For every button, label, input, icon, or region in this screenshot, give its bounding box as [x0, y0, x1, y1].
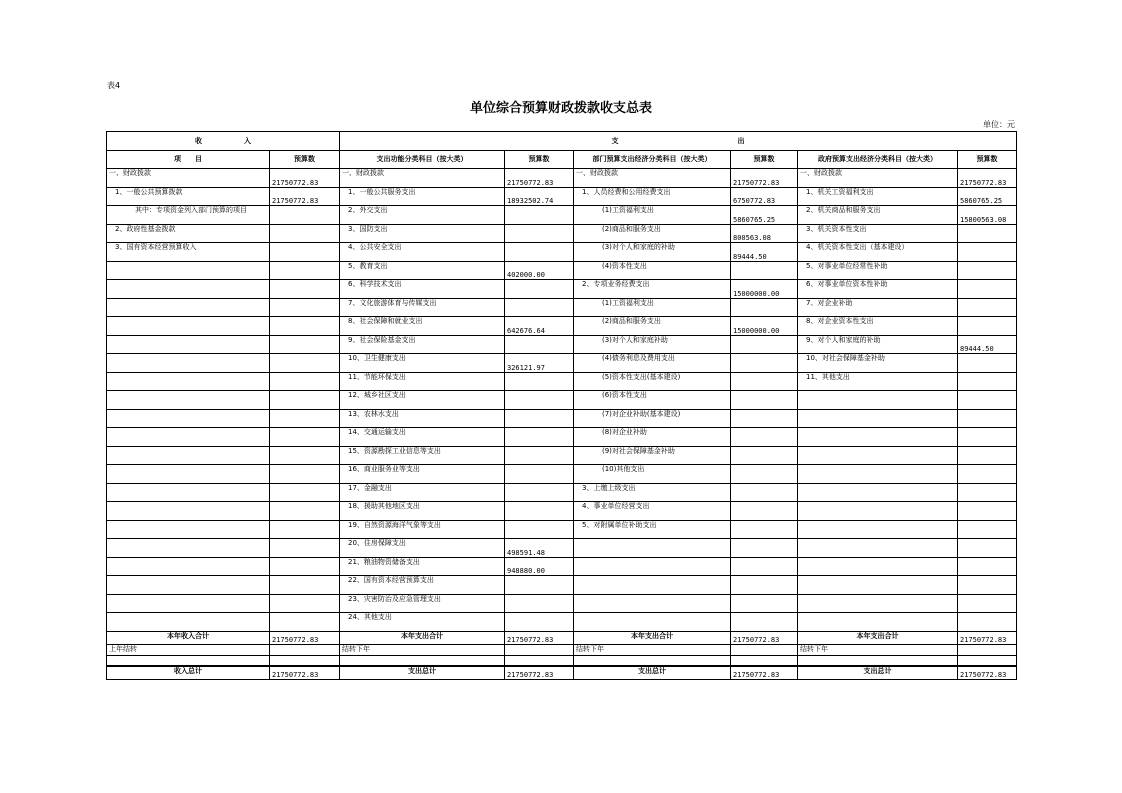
- item-label-cell: [107, 613, 270, 632]
- budget-amount-cell: [958, 298, 1017, 317]
- item-label-cell: (2)商品和服务支出: [574, 224, 731, 243]
- table-row: [107, 224, 1017, 243]
- item-label-cell: 3、机关资本性支出: [798, 224, 958, 243]
- table-row: [107, 539, 1017, 558]
- item-label-cell: 5、对附属单位补助支出: [574, 520, 731, 539]
- budget-amount-cell: 89444.50: [731, 243, 798, 262]
- budget-amount-cell: [270, 446, 340, 465]
- item-label-cell: 13、农林水支出: [340, 409, 505, 428]
- column-header: 部门预算支出经济分类科目（按大类）: [574, 150, 731, 169]
- item-label-cell: [107, 317, 270, 336]
- item-label-cell: 其中：专项资金列入部门预算的项目: [107, 206, 270, 225]
- item-label-cell: 1、人员经费和公用经费支出: [574, 187, 731, 206]
- budget-amount-cell: [731, 354, 798, 373]
- table-row: [107, 465, 1017, 484]
- budget-amount-cell: 21750772.83: [270, 187, 340, 206]
- budget-amount-cell: [505, 409, 574, 428]
- item-label-cell: [798, 613, 958, 632]
- item-label-cell: [798, 520, 958, 539]
- budget-amount-cell: [731, 502, 798, 521]
- item-label-cell: [574, 539, 731, 558]
- item-label-cell: [798, 594, 958, 613]
- expense-header: 支 出: [340, 132, 1017, 151]
- table-row: [107, 335, 1017, 354]
- budget-amount-cell: 21750772.83: [958, 631, 1017, 644]
- item-label-cell: 7、对企业补助: [798, 298, 958, 317]
- budget-amount-cell: [505, 335, 574, 354]
- budget-amount-cell: [270, 613, 340, 632]
- item-label-cell: 4、公共安全支出: [340, 243, 505, 262]
- item-label-cell: 24、其他支出: [340, 613, 505, 632]
- budget-amount-cell: [270, 391, 340, 410]
- item-label-cell: 本年支出合计: [798, 631, 958, 644]
- item-label-cell: 11、节能环保支出: [340, 372, 505, 391]
- item-label-cell: 结转下年: [798, 644, 958, 655]
- table-row: [107, 187, 1017, 206]
- header-group-row: [107, 132, 1017, 151]
- budget-amount-cell: [958, 409, 1017, 428]
- budget-amount-cell: 21750772.83: [731, 169, 798, 188]
- budget-amount-cell: [505, 206, 574, 225]
- item-label-cell: 本年支出合计: [574, 631, 731, 644]
- item-label-cell: [107, 280, 270, 299]
- budget-amount-cell: [270, 317, 340, 336]
- item-label-cell: (3)对个人和家庭补助: [574, 335, 731, 354]
- item-label-cell: 结转下年: [340, 644, 505, 655]
- budget-amount-cell: [958, 644, 1017, 655]
- budget-amount-cell: [958, 224, 1017, 243]
- item-label-cell: (6)资本性支出: [574, 391, 731, 410]
- budget-amount-cell: [958, 613, 1017, 632]
- budget-amount-cell: [505, 483, 574, 502]
- table-row: [107, 557, 1017, 576]
- budget-amount-cell: [731, 391, 798, 410]
- budget-amount-cell: [505, 280, 574, 299]
- budget-amount-cell: [505, 613, 574, 632]
- item-label-cell: 3、国防支出: [340, 224, 505, 243]
- item-label-cell: [107, 594, 270, 613]
- budget-amount-cell: [505, 298, 574, 317]
- budget-amount-cell: [731, 539, 798, 558]
- budget-amount-cell: [958, 446, 1017, 465]
- budget-amount-cell: [270, 298, 340, 317]
- budget-amount-cell: [505, 372, 574, 391]
- item-label-cell: 23、灾害防治及应急管理支出: [340, 594, 505, 613]
- item-label-cell: [798, 539, 958, 558]
- budget-amount-cell: [505, 391, 574, 410]
- budget-amount-cell: [731, 613, 798, 632]
- item-label-cell: 10、对社会保障基金补助: [798, 354, 958, 373]
- table-row: [107, 428, 1017, 447]
- table-row: [107, 446, 1017, 465]
- item-label-cell: (5)资本性支出(基本建设): [574, 372, 731, 391]
- budget-amount-cell: [505, 428, 574, 447]
- column-header: 项 目: [107, 150, 270, 169]
- table-row: [107, 243, 1017, 262]
- budget-amount-cell: [505, 243, 574, 262]
- budget-amount-cell: [270, 520, 340, 539]
- item-label-cell: 1、机关工资福利支出: [798, 187, 958, 206]
- item-label-cell: (4)债务利息及费用支出: [574, 354, 731, 373]
- item-label-cell: [798, 502, 958, 521]
- item-label-cell: [107, 372, 270, 391]
- item-label-cell: [107, 557, 270, 576]
- budget-amount-cell: [731, 576, 798, 595]
- item-label-cell: [107, 576, 270, 595]
- budget-amount-cell: 21750772.83: [505, 169, 574, 188]
- budget-amount-cell: [270, 261, 340, 280]
- budget-amount-cell: [270, 483, 340, 502]
- column-header-row: [107, 150, 1017, 169]
- item-label-cell: 8、社会保障和就业支出: [340, 317, 505, 336]
- table-number: 表4: [107, 81, 121, 90]
- item-label-cell: (2)商品和服务支出: [574, 317, 731, 336]
- table-row: [107, 298, 1017, 317]
- item-label-cell: 6、对事业单位资本性补助: [798, 280, 958, 299]
- table-row: [107, 409, 1017, 428]
- budget-amount-cell: [505, 224, 574, 243]
- budget-amount-cell: [270, 465, 340, 484]
- budget-amount-cell: 800563.08: [731, 224, 798, 243]
- item-label-cell: [107, 409, 270, 428]
- spacer-row: [107, 655, 1017, 666]
- item-label-cell: [107, 428, 270, 447]
- table-row: [107, 594, 1017, 613]
- budget-summary-table: [106, 131, 1017, 680]
- year-total-row: [107, 631, 1017, 644]
- column-header: 预算数: [270, 150, 340, 169]
- item-label-cell: 2、外交支出: [340, 206, 505, 225]
- item-label-cell: [798, 428, 958, 447]
- item-label-cell: (9)对社会保障基金补助: [574, 446, 731, 465]
- budget-amount-cell: [958, 243, 1017, 262]
- item-label-cell: [798, 557, 958, 576]
- item-label-cell: 11、其他支出: [798, 372, 958, 391]
- budget-amount-cell: 6750772.83: [731, 187, 798, 206]
- budget-amount-cell: [505, 644, 574, 655]
- table-row: [107, 206, 1017, 225]
- budget-amount-cell: [958, 372, 1017, 391]
- budget-amount-cell: 5860765.25: [731, 206, 798, 225]
- budget-amount-cell: [731, 298, 798, 317]
- item-label-cell: 支出总计: [574, 666, 731, 679]
- item-label-cell: 一、财政拨款: [574, 169, 731, 188]
- item-label-cell: 支出总计: [340, 666, 505, 679]
- item-label-cell: [107, 446, 270, 465]
- item-label-cell: 2、政府性基金拨款: [107, 224, 270, 243]
- empty-cell: [958, 655, 1017, 666]
- item-label-cell: [798, 391, 958, 410]
- item-label-cell: 7、文化旅游体育与传媒支出: [340, 298, 505, 317]
- budget-amount-cell: [270, 557, 340, 576]
- table-row: [107, 372, 1017, 391]
- empty-cell: [798, 655, 958, 666]
- table-row: [107, 317, 1017, 336]
- item-label-cell: [107, 520, 270, 539]
- budget-amount-cell: 21750772.83: [731, 666, 798, 679]
- budget-amount-cell: [270, 206, 340, 225]
- budget-amount-cell: [958, 391, 1017, 410]
- budget-amount-cell: [958, 354, 1017, 373]
- item-label-cell: 3、国有资本经营预算收入: [107, 243, 270, 262]
- budget-amount-cell: [958, 594, 1017, 613]
- item-label-cell: (7)对企业补助(基本建设): [574, 409, 731, 428]
- item-label-cell: 1、一般公共服务支出: [340, 187, 505, 206]
- column-header: 政府预算支出经济分类科目（按大类）: [798, 150, 958, 169]
- budget-amount-cell: [505, 502, 574, 521]
- item-label-cell: 18、援助其他地区支出: [340, 502, 505, 521]
- budget-amount-cell: [958, 317, 1017, 336]
- budget-amount-cell: [270, 280, 340, 299]
- page-title: 单位综合预算财政拨款收支总表: [469, 101, 652, 116]
- budget-amount-cell: [958, 261, 1017, 280]
- table-row: [107, 169, 1017, 188]
- budget-amount-cell: [270, 644, 340, 655]
- budget-amount-cell: [270, 428, 340, 447]
- item-label-cell: 9、社会保险基金支出: [340, 335, 505, 354]
- item-label-cell: [574, 594, 731, 613]
- item-label-cell: 一、财政拨款: [798, 169, 958, 188]
- budget-amount-cell: [270, 539, 340, 558]
- table-row: [107, 261, 1017, 280]
- empty-cell: [505, 655, 574, 666]
- item-label-cell: [574, 613, 731, 632]
- item-label-cell: 结转下年: [574, 644, 731, 655]
- budget-amount-cell: [958, 428, 1017, 447]
- item-label-cell: [107, 261, 270, 280]
- budget-amount-cell: [270, 224, 340, 243]
- budget-amount-cell: 21750772.83: [958, 666, 1017, 679]
- budget-amount-cell: 15800563.08: [958, 206, 1017, 225]
- budget-amount-cell: [505, 465, 574, 484]
- column-header: 预算数: [731, 150, 798, 169]
- budget-amount-cell: [731, 483, 798, 502]
- item-label-cell: 20、住房保障支出: [340, 539, 505, 558]
- budget-amount-cell: 948880.00: [505, 557, 574, 576]
- budget-amount-cell: [270, 576, 340, 595]
- budget-amount-cell: [731, 372, 798, 391]
- item-label-cell: [798, 483, 958, 502]
- budget-amount-cell: 89444.50: [958, 335, 1017, 354]
- budget-amount-cell: [731, 261, 798, 280]
- budget-amount-cell: 21750772.83: [270, 631, 340, 644]
- item-label-cell: 5、教育支出: [340, 261, 505, 280]
- budget-amount-cell: [270, 354, 340, 373]
- item-label-cell: 本年收入合计: [107, 631, 270, 644]
- budget-amount-cell: [731, 465, 798, 484]
- item-label-cell: 21、粮油物资储备支出: [340, 557, 505, 576]
- item-label-cell: 2、专项业务经费支出: [574, 280, 731, 299]
- item-label-cell: 一、财政拨款: [107, 169, 270, 188]
- item-label-cell: [107, 465, 270, 484]
- item-label-cell: [107, 391, 270, 410]
- item-label-cell: 一、财政拨款: [340, 169, 505, 188]
- budget-amount-cell: 21750772.83: [731, 631, 798, 644]
- budget-amount-cell: 15000000.00: [731, 317, 798, 336]
- budget-amount-cell: [731, 520, 798, 539]
- budget-amount-cell: [505, 446, 574, 465]
- item-label-cell: 上年结转: [107, 644, 270, 655]
- budget-amount-cell: [270, 335, 340, 354]
- budget-amount-cell: 21750772.83: [505, 631, 574, 644]
- item-label-cell: (4)资本性支出: [574, 261, 731, 280]
- item-label-cell: 1、一般公共预算拨款: [107, 187, 270, 206]
- budget-amount-cell: [270, 594, 340, 613]
- table-row: [107, 576, 1017, 595]
- budget-amount-cell: [958, 520, 1017, 539]
- budget-amount-cell: [731, 644, 798, 655]
- item-label-cell: 3、上缴上级支出: [574, 483, 731, 502]
- income-header: 收 入: [107, 132, 340, 151]
- budget-amount-cell: [958, 280, 1017, 299]
- budget-amount-cell: [505, 576, 574, 595]
- empty-cell: [574, 655, 731, 666]
- table-row: [107, 520, 1017, 539]
- budget-amount-cell: [731, 446, 798, 465]
- empty-cell: [107, 655, 270, 666]
- table-row: [107, 280, 1017, 299]
- item-label-cell: [107, 539, 270, 558]
- budget-amount-cell: 5860765.25: [958, 187, 1017, 206]
- budget-amount-cell: 21750772.83: [270, 169, 340, 188]
- budget-amount-cell: 326121.97: [505, 354, 574, 373]
- item-label-cell: 4、事业单位经营支出: [574, 502, 731, 521]
- budget-amount-cell: [958, 557, 1017, 576]
- column-header: 预算数: [505, 150, 574, 169]
- item-label-cell: 4、机关资本性支出（基本建设）: [798, 243, 958, 262]
- item-label-cell: 支出总计: [798, 666, 958, 679]
- item-label-cell: [107, 354, 270, 373]
- table-row: [107, 354, 1017, 373]
- item-label-cell: [798, 576, 958, 595]
- budget-amount-cell: 15000000.00: [731, 280, 798, 299]
- budget-amount-cell: [731, 594, 798, 613]
- table-row: [107, 391, 1017, 410]
- item-label-cell: 9、对个人和家庭的补助: [798, 335, 958, 354]
- empty-cell: [270, 655, 340, 666]
- item-label-cell: 19、自然资源海洋气象等支出: [340, 520, 505, 539]
- item-label-cell: [798, 446, 958, 465]
- item-label-cell: [798, 465, 958, 484]
- budget-amount-cell: [958, 465, 1017, 484]
- budget-amount-cell: 498591.48: [505, 539, 574, 558]
- item-label-cell: [574, 576, 731, 595]
- item-label-cell: (8)对企业补助: [574, 428, 731, 447]
- budget-amount-cell: [958, 483, 1017, 502]
- item-label-cell: 16、商业服务业等支出: [340, 465, 505, 484]
- budget-amount-cell: 21750772.83: [958, 169, 1017, 188]
- item-label-cell: [107, 335, 270, 354]
- empty-cell: [731, 655, 798, 666]
- item-label-cell: 10、卫生健康支出: [340, 354, 505, 373]
- budget-amount-cell: [270, 502, 340, 521]
- grand-total-row: [107, 666, 1017, 679]
- item-label-cell: 12、城乡社区支出: [340, 391, 505, 410]
- unit-label: 单位：元: [983, 120, 1015, 129]
- budget-amount-cell: [505, 594, 574, 613]
- item-label-cell: 17、金融支出: [340, 483, 505, 502]
- item-label-cell: 本年支出合计: [340, 631, 505, 644]
- budget-amount-cell: [731, 428, 798, 447]
- table-row: [107, 613, 1017, 632]
- item-label-cell: [107, 483, 270, 502]
- item-label-cell: 5、对事业单位经常性补助: [798, 261, 958, 280]
- budget-amount-cell: [270, 243, 340, 262]
- item-label-cell: [574, 557, 731, 576]
- item-label-cell: 14、交通运输支出: [340, 428, 505, 447]
- budget-amount-cell: [270, 372, 340, 391]
- empty-cell: [340, 655, 505, 666]
- column-header: 支出功能分类科目（按大类）: [340, 150, 505, 169]
- budget-amount-cell: [958, 539, 1017, 558]
- table-row: [107, 483, 1017, 502]
- item-label-cell: 15、资源勘探工业信息等支出: [340, 446, 505, 465]
- budget-amount-cell: [958, 576, 1017, 595]
- item-label-cell: (10)其他支出: [574, 465, 731, 484]
- budget-amount-cell: [270, 409, 340, 428]
- budget-amount-cell: [505, 520, 574, 539]
- budget-amount-cell: 402000.00: [505, 261, 574, 280]
- item-label-cell: 22、国有资本经营预算支出: [340, 576, 505, 595]
- budget-amount-cell: [958, 502, 1017, 521]
- item-label-cell: (1)工资福利支出: [574, 206, 731, 225]
- budget-amount-cell: 21750772.83: [270, 666, 340, 679]
- budget-amount-cell: 21750772.83: [505, 666, 574, 679]
- item-label-cell: 8、对企业资本性支出: [798, 317, 958, 336]
- item-label-cell: [798, 409, 958, 428]
- item-label-cell: (3)对个人和家庭的补助: [574, 243, 731, 262]
- item-label-cell: 收入总计: [107, 666, 270, 679]
- budget-amount-cell: [731, 557, 798, 576]
- carry-over-row: [107, 644, 1017, 655]
- column-header: 预算数: [958, 150, 1017, 169]
- item-label-cell: 2、机关商品和服务支出: [798, 206, 958, 225]
- item-label-cell: [107, 298, 270, 317]
- budget-amount-cell: 18932502.74: [505, 187, 574, 206]
- budget-amount-cell: 642676.64: [505, 317, 574, 336]
- item-label-cell: [107, 502, 270, 521]
- table-row: [107, 502, 1017, 521]
- budget-amount-cell: [731, 409, 798, 428]
- item-label-cell: 6、科学技术支出: [340, 280, 505, 299]
- item-label-cell: (1)工资福利支出: [574, 298, 731, 317]
- budget-amount-cell: [731, 335, 798, 354]
